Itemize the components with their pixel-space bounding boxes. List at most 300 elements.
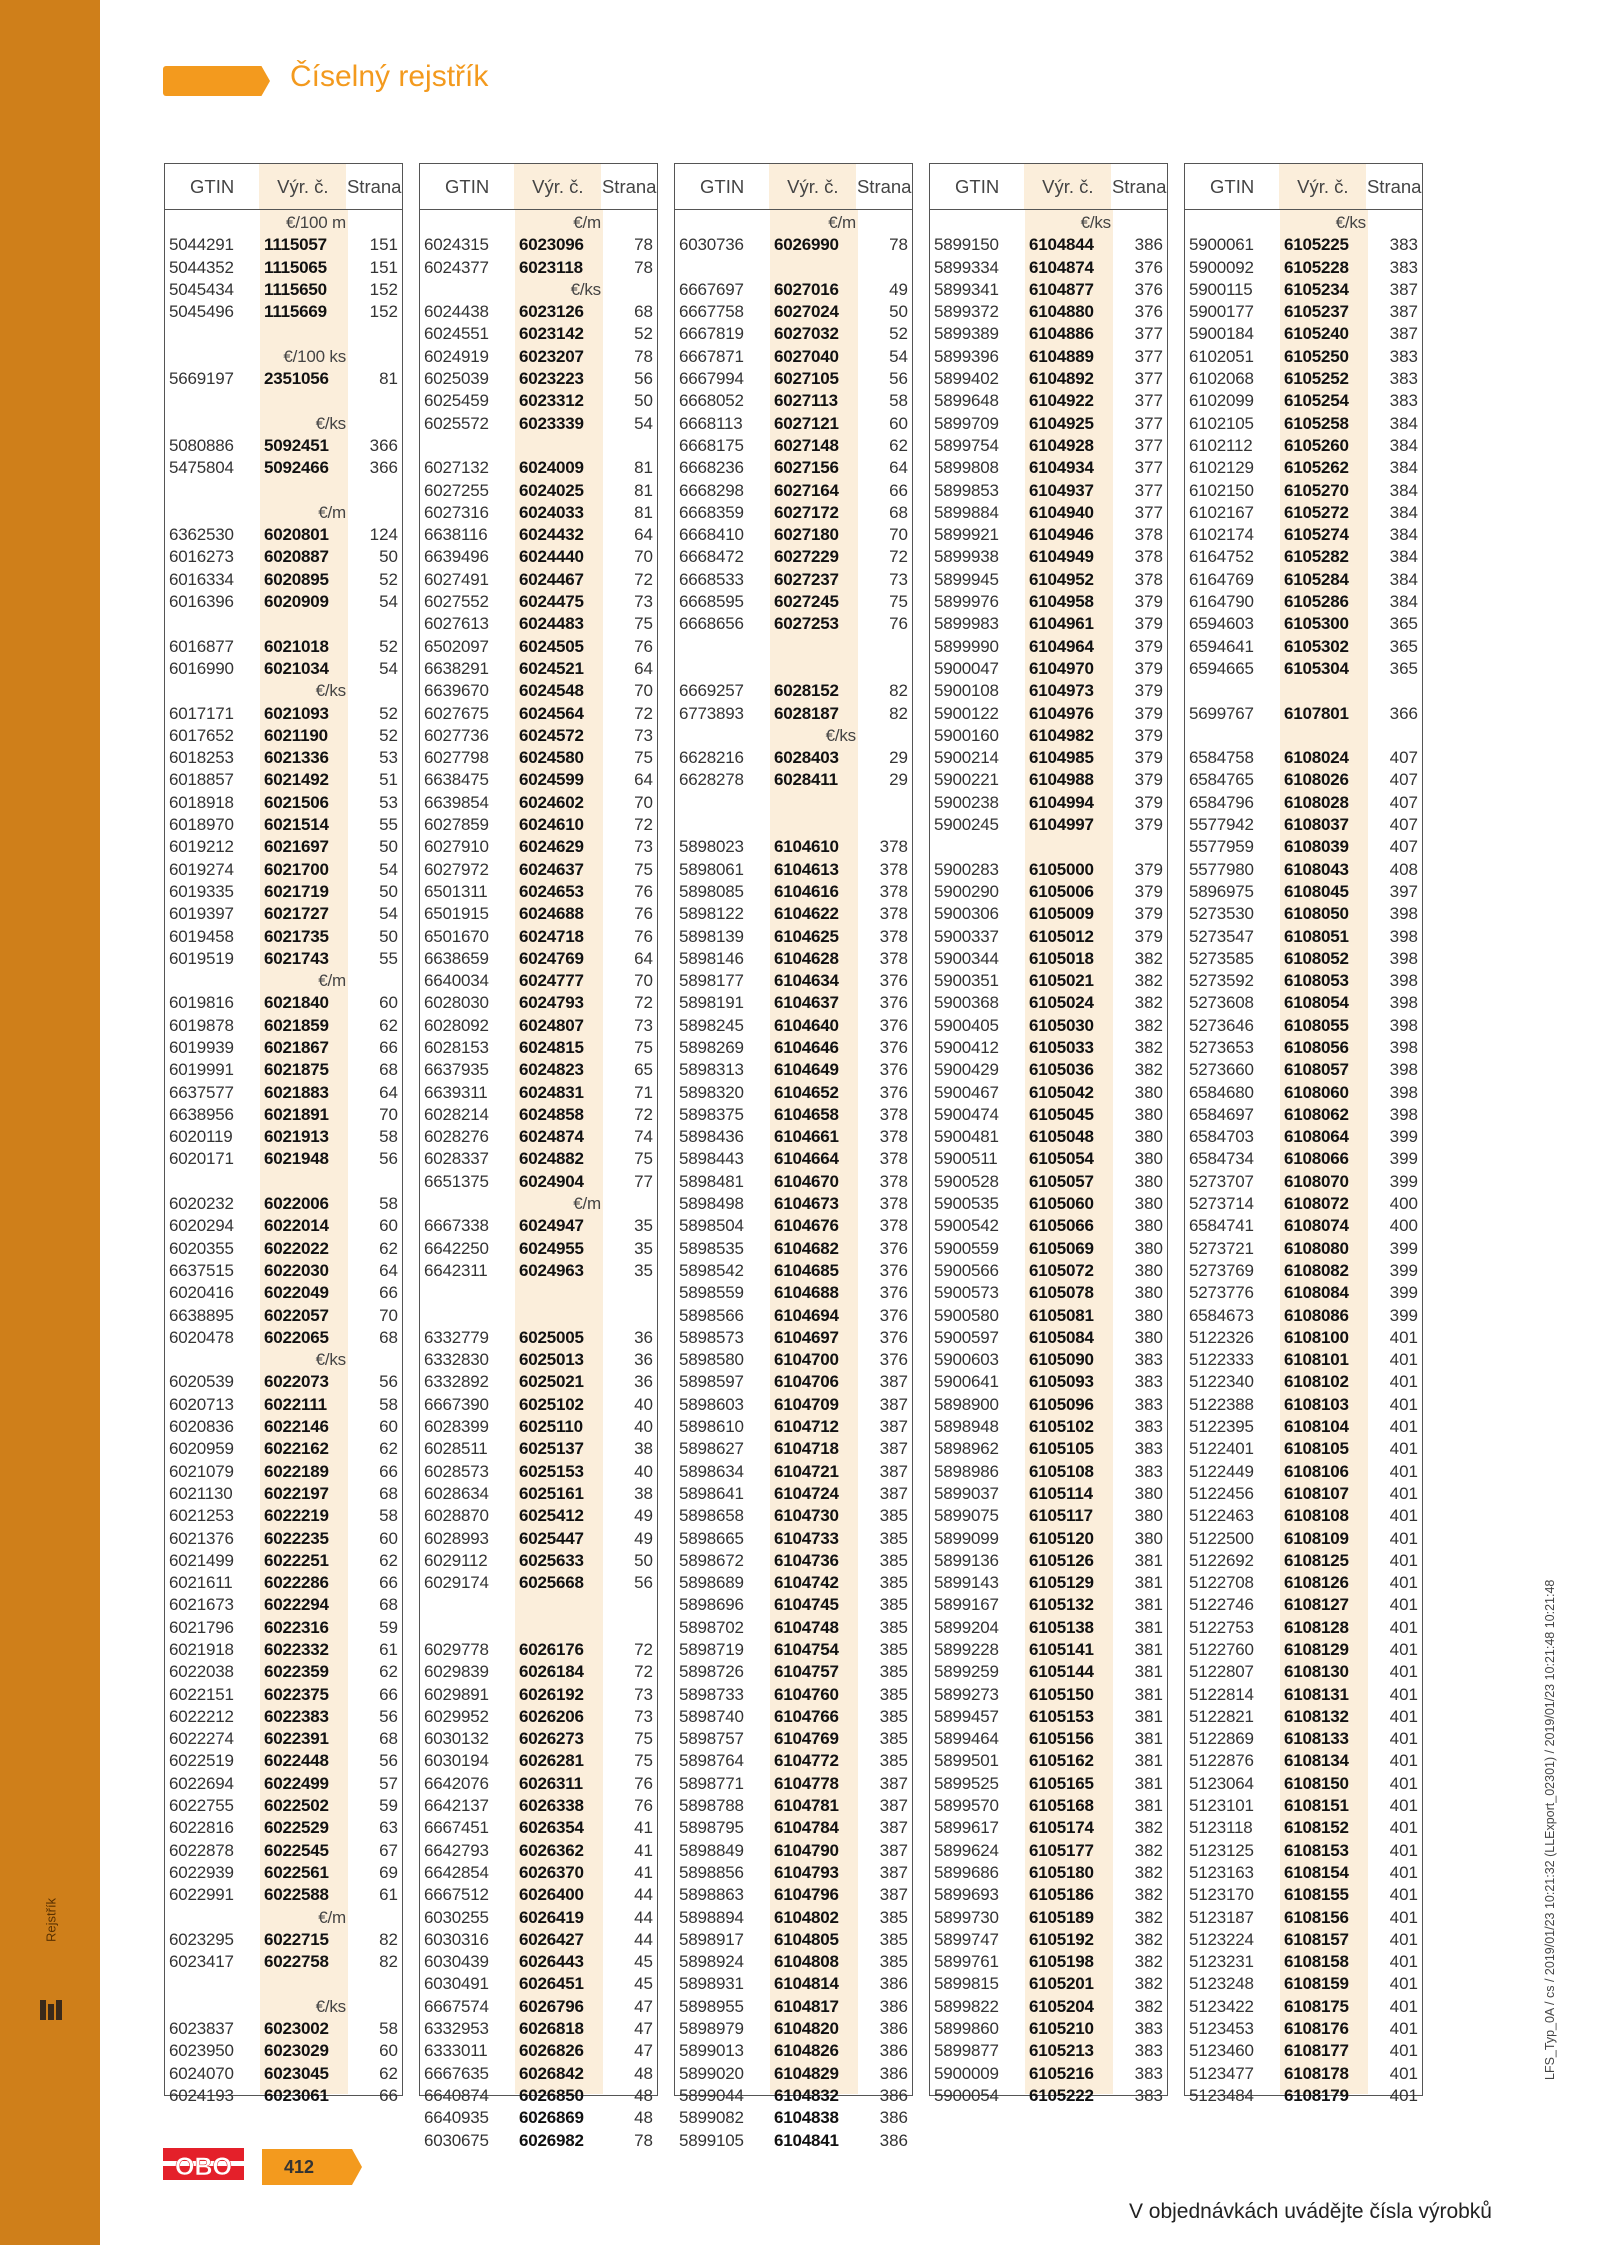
product-number: 6021190: [264, 725, 328, 745]
header-product-number: Výr. č.: [1024, 164, 1111, 209]
product-number: 6024874: [519, 1127, 584, 1147]
gtin-value: 6028573: [424, 1461, 489, 1481]
gtin-value: 5577959: [1189, 837, 1254, 857]
table-row: [1185, 1817, 1421, 1839]
page-ref: 380: [1134, 1238, 1163, 1258]
product-number: 6104928: [1029, 435, 1094, 455]
product-number: 6108057: [1284, 1060, 1349, 1080]
gtin-value: 5123187: [1189, 1907, 1254, 1927]
gtin-value: 6667819: [679, 324, 744, 344]
table-row: [675, 234, 911, 256]
gtin-value: 5898955: [679, 1996, 744, 2016]
gtin-value: 6021796: [169, 1617, 234, 1637]
page-ref: 64: [379, 1260, 398, 1280]
page-ref: 376: [879, 1283, 908, 1303]
page-ref: 381: [1134, 1550, 1163, 1570]
gtin-value: 6019991: [169, 1060, 234, 1080]
table-row: [1185, 279, 1421, 301]
gtin-value: 5123477: [1189, 2063, 1254, 2083]
product-number: 6026443: [519, 1952, 584, 1972]
table-row: [165, 257, 401, 279]
unit-label: €/m: [828, 213, 856, 232]
product-number: 6108154: [1284, 1862, 1349, 1882]
gtin-value: 5899341: [934, 279, 999, 299]
product-number: 6105240: [1284, 324, 1349, 344]
table-row: [675, 1862, 911, 1884]
unit-label: €/m: [573, 213, 601, 232]
table-row: [165, 1572, 401, 1594]
gtin-value: 5122760: [1189, 1640, 1254, 1659]
gtin-value: 5898641: [679, 1483, 744, 1503]
table-row: [420, 1037, 656, 1059]
product-number: 6022235: [264, 1528, 329, 1548]
product-number: 6104820: [774, 2019, 839, 2039]
table-row: [675, 1528, 911, 1550]
table-row: [930, 346, 1166, 368]
gtin-value: 5898610: [679, 1417, 744, 1437]
table-row: [675, 1684, 911, 1706]
product-number: 6024963: [519, 1260, 584, 1280]
product-number: 6022286: [264, 1573, 329, 1593]
product-number: 6027113: [774, 391, 838, 411]
table-row: [675, 413, 911, 435]
table-row: [1185, 970, 1421, 992]
product-number: 6021018: [264, 636, 329, 656]
table-row: [930, 970, 1166, 992]
product-number: 6108157: [1284, 1929, 1349, 1949]
gtin-value: 6638116: [424, 525, 488, 545]
product-number: 6104634: [774, 971, 839, 991]
page-ref: 401: [1389, 1996, 1418, 2016]
page-ref: 50: [889, 302, 908, 322]
table-row: [165, 1639, 401, 1661]
product-number: 6108054: [1284, 993, 1349, 1013]
table-row: [420, 836, 656, 858]
product-number: 6023223: [519, 369, 584, 389]
gtin-value: 6667635: [424, 2063, 489, 2083]
page-ref: 57: [379, 1773, 398, 1793]
product-number: 6104766: [774, 1706, 839, 1726]
page-ref: 82: [889, 681, 908, 701]
product-number: 6104949: [1029, 547, 1094, 567]
page-ref: 381: [1134, 1796, 1163, 1816]
gtin-value: 5899877: [934, 2041, 999, 2061]
product-number: 6024564: [519, 703, 584, 723]
table-row: [420, 457, 656, 479]
product-number: 6105108: [1029, 1461, 1094, 1481]
page-ref: 380: [1134, 1127, 1163, 1147]
table-row: [675, 1394, 911, 1416]
gtin-value: 6594603: [1189, 614, 1254, 634]
page-ref: 381: [1134, 1573, 1163, 1593]
gtin-value: 6022694: [169, 1773, 234, 1793]
product-number: 6027148: [774, 435, 839, 455]
product-number: 6023339: [519, 413, 584, 433]
gtin-value: 6584703: [1189, 1127, 1254, 1147]
product-number: 6108100: [1284, 1327, 1349, 1347]
product-number: 6104964: [1029, 636, 1094, 656]
unit-row: [165, 346, 401, 368]
product-number: 6022359: [264, 1662, 329, 1682]
product-number: 6026281: [519, 1751, 584, 1771]
table-row: [930, 2040, 1166, 2062]
table-row: [165, 881, 401, 903]
gtin-value: 5899853: [934, 480, 999, 500]
gtin-value: 5123484: [1189, 2085, 1254, 2105]
product-number: 6108045: [1284, 881, 1349, 901]
product-number: 6104769: [774, 1729, 839, 1749]
product-number: 6108133: [1284, 1729, 1349, 1749]
product-number: 6105048: [1029, 1127, 1094, 1147]
product-number: 6105213: [1029, 2041, 1094, 2061]
page-ref: 399: [1389, 1238, 1418, 1258]
unit-label: €/100 ks: [283, 346, 346, 366]
page-ref: 382: [1134, 1929, 1163, 1949]
gtin-value: 6028092: [424, 1015, 489, 1035]
page-ref: 381: [1134, 1640, 1163, 1659]
gtin-value: 5898733: [679, 1684, 744, 1704]
table-row: [165, 1929, 401, 1951]
product-number: 6027016: [774, 279, 839, 299]
page-ref: 382: [1134, 1840, 1163, 1860]
table-row: [1185, 1104, 1421, 1126]
gtin-value: 5898771: [679, 1773, 744, 1793]
table-row: [675, 502, 911, 524]
page-ref: 398: [1389, 948, 1418, 968]
product-number: 6108152: [1284, 1818, 1349, 1838]
table-row: [420, 480, 656, 502]
page-ref: 401: [1389, 1394, 1418, 1414]
product-number: 6021883: [264, 1082, 329, 1102]
header-product-number: Výr. č.: [514, 164, 601, 209]
gtin-value: 6020171: [169, 1149, 234, 1169]
page-ref: 365: [1389, 636, 1418, 656]
product-number: 6105262: [1284, 458, 1349, 478]
page-ref: 29: [889, 770, 908, 790]
gtin-value: 6584741: [1189, 1216, 1254, 1236]
product-number: 6105201: [1029, 1974, 1094, 1994]
gtin-value: 6022274: [169, 1729, 234, 1749]
product-number: 6105274: [1284, 525, 1349, 545]
gtin-value: 6029891: [424, 1684, 489, 1704]
gtin-value: 5896975: [1189, 881, 1254, 901]
header-product-number: Výr. č.: [1279, 164, 1366, 209]
obo-logo-text: OBO: [175, 2153, 232, 2180]
gtin-value: 6016396: [169, 592, 234, 612]
product-number: 6105189: [1029, 1907, 1094, 1927]
product-number: 6105302: [1284, 636, 1349, 656]
gtin-value: 6640034: [424, 971, 489, 991]
product-number: 6108062: [1284, 1104, 1349, 1124]
page-ref: 387: [879, 1862, 908, 1882]
gtin-value: 6668236: [679, 458, 744, 478]
page-ref: 379: [1134, 748, 1163, 768]
product-number: 6027172: [774, 502, 839, 522]
gtin-value: 6028030: [424, 993, 489, 1013]
page-ref: 379: [1134, 815, 1163, 835]
gtin-value: 5899983: [934, 614, 999, 634]
table-row: [930, 1862, 1166, 1884]
page-ref: 380: [1134, 1104, 1163, 1124]
unit-row: [165, 970, 401, 992]
unit-row: [165, 1907, 401, 1929]
table-row: [420, 1126, 656, 1148]
gtin-value: 6024551: [424, 324, 489, 344]
product-number: 6107801: [1284, 703, 1349, 723]
gtin-value: 6021499: [169, 1550, 234, 1570]
gtin-value: 6027316: [424, 502, 489, 522]
gtin-value: 5900511: [934, 1149, 998, 1169]
product-number: 6021336: [264, 748, 329, 768]
page-ref: 380: [1134, 1305, 1163, 1325]
gtin-value: 5899389: [934, 324, 999, 344]
gtin-value: 6102167: [1189, 502, 1254, 522]
page-ref: 382: [1134, 1952, 1163, 1972]
product-number: 6105252: [1284, 369, 1349, 389]
gtin-value: 5044291: [169, 235, 234, 255]
table-row: [675, 1438, 911, 1460]
product-number: 6105018: [1029, 948, 1094, 968]
gtin-value: 5899037: [934, 1483, 999, 1503]
table-row: [1185, 1773, 1421, 1795]
product-number: 6104757: [774, 1662, 839, 1682]
page-ref: 378: [879, 837, 908, 857]
index-column-2: [419, 163, 658, 2150]
product-number: 6023207: [519, 346, 584, 366]
table-row: [675, 2085, 911, 2107]
product-number: 6104874: [1029, 257, 1094, 277]
table-row: [1185, 1505, 1421, 1527]
product-number: 6022111: [264, 1394, 327, 1414]
product-number: 6108106: [1284, 1461, 1349, 1481]
page-ref: 378: [879, 1171, 908, 1191]
table-row: [675, 1505, 911, 1527]
table-row: [1185, 591, 1421, 613]
unit-row: [165, 680, 401, 702]
table-row: [420, 970, 656, 992]
product-number: 6022189: [264, 1461, 329, 1481]
page-ref: 376: [879, 1305, 908, 1325]
product-number: 6026451: [519, 1974, 584, 1994]
page-ref: 401: [1389, 1907, 1418, 1927]
table-row: [165, 1817, 401, 1839]
page-ref: 377: [1134, 346, 1163, 366]
product-number: 6024025: [519, 480, 584, 500]
spacer-row: [675, 792, 911, 814]
index-column-1: [164, 163, 403, 2105]
gtin-value: 5898122: [679, 904, 744, 924]
product-number: 6022448: [264, 1751, 329, 1771]
table-row: [930, 2018, 1166, 2040]
gtin-value: 6637935: [424, 1060, 489, 1080]
gtin-value: 5080886: [169, 435, 234, 455]
gtin-value: 6021376: [169, 1528, 234, 1548]
gtin-value: 6029839: [424, 1662, 489, 1682]
page-ref: 383: [1389, 257, 1418, 277]
page-ref: 52: [379, 725, 398, 745]
page-ref: 82: [379, 1952, 398, 1972]
gtin-value: 6016334: [169, 569, 234, 589]
product-number: 6022316: [264, 1617, 329, 1637]
product-number: 6108101: [1284, 1350, 1349, 1370]
product-number: 1115669: [264, 302, 327, 322]
page-ref: 399: [1389, 1305, 1418, 1325]
page-ref: 81: [634, 480, 653, 500]
product-number: 6105084: [1029, 1327, 1094, 1347]
gtin-value: 5577942: [1189, 815, 1254, 835]
table-row: [165, 1750, 401, 1772]
table-row: [675, 2107, 911, 2129]
page-ref: 378: [879, 1194, 908, 1214]
product-number: 6027105: [774, 369, 839, 389]
gtin-value: 5122463: [1189, 1506, 1254, 1526]
page-ref: 56: [379, 1149, 398, 1169]
product-number: 6108055: [1284, 1015, 1349, 1035]
product-number: 6108104: [1284, 1417, 1349, 1437]
unit-row: [165, 502, 401, 524]
gtin-value: 6018970: [169, 815, 234, 835]
table-row: [930, 926, 1166, 948]
product-number: 6024688: [519, 904, 584, 924]
product-number: 6026419: [519, 1907, 584, 1927]
page-ref: 401: [1389, 1372, 1418, 1392]
spacer-row: [420, 1305, 656, 1327]
gtin-value: 6668410: [679, 525, 744, 545]
page-ref: 380: [1134, 1216, 1163, 1236]
product-number: 6104781: [774, 1796, 839, 1816]
table-row: [675, 1193, 911, 1215]
table-row: [930, 1193, 1166, 1215]
page-ref: 56: [379, 1372, 398, 1392]
table-row: [165, 234, 401, 256]
page-ref: 386: [879, 1974, 908, 1994]
gtin-value: 6024438: [424, 302, 489, 322]
product-number: 6023118: [519, 257, 583, 277]
table-row: [1185, 881, 1421, 903]
gtin-value: 5899136: [934, 1550, 999, 1570]
product-number: 6024602: [519, 792, 584, 812]
table-row: [930, 1728, 1166, 1750]
gtin-value: 6028153: [424, 1037, 489, 1057]
page-ref: 401: [1389, 1729, 1418, 1749]
page-ref: 377: [1134, 480, 1163, 500]
gtin-value: 5898672: [679, 1550, 744, 1570]
page-ref: 387: [1389, 302, 1418, 322]
product-number: 6105033: [1029, 1037, 1094, 1057]
table-row: [1185, 323, 1421, 345]
table-row: [930, 413, 1166, 435]
table-row: [1185, 1193, 1421, 1215]
table-row: [675, 613, 911, 635]
product-number: 6104733: [774, 1528, 839, 1548]
gtin-value: 5273547: [1189, 926, 1254, 946]
table-row: [1185, 1550, 1421, 1572]
page-ref: 49: [634, 1506, 653, 1526]
table-row: [675, 1104, 911, 1126]
page-ref: 40: [634, 1394, 653, 1414]
table-row: [930, 814, 1166, 836]
gtin-value: 6642250: [424, 1238, 489, 1258]
table-row: [165, 1862, 401, 1884]
table-row: [1185, 859, 1421, 881]
page-ref: 407: [1389, 792, 1418, 812]
table-row: [1185, 1416, 1421, 1438]
product-number: 6024955: [519, 1238, 584, 1258]
page-ref: 35: [634, 1216, 653, 1236]
gtin-value: 6020713: [169, 1394, 234, 1414]
product-number: 6021891: [264, 1104, 329, 1124]
page-ref: 387: [879, 1885, 908, 1905]
gtin-value: 6022151: [169, 1684, 234, 1704]
table-row: [165, 903, 401, 925]
product-number: 6104958: [1029, 592, 1094, 612]
page-ref: 379: [1134, 881, 1163, 901]
table-row: [1185, 1171, 1421, 1193]
table-row: [930, 1795, 1166, 1817]
table-row: [165, 658, 401, 680]
table-row: [675, 1148, 911, 1170]
product-number: 6025102: [519, 1394, 584, 1414]
page-ref: 77: [634, 1171, 653, 1191]
page-ref: 382: [1134, 1015, 1163, 1035]
table-row: [1185, 636, 1421, 658]
table-row: [420, 546, 656, 568]
page-ref: 387: [879, 1417, 908, 1437]
gtin-value: 5898269: [679, 1037, 744, 1057]
page-ref: 387: [879, 1818, 908, 1838]
product-number: 6025412: [519, 1506, 584, 1526]
gtin-value: 6023950: [169, 2041, 234, 2061]
spacer-row: [165, 390, 401, 412]
table-row: [1185, 1996, 1421, 2018]
product-number: 6108043: [1284, 859, 1349, 879]
table-row: [930, 2085, 1166, 2107]
gtin-value: 5899754: [934, 435, 999, 455]
table-row: [1185, 1371, 1421, 1393]
product-number: 6108053: [1284, 971, 1349, 991]
product-number: 6104973: [1029, 681, 1094, 701]
table-row: [930, 1416, 1166, 1438]
page-ref: 385: [879, 1907, 908, 1927]
table-row: [420, 1461, 656, 1483]
table-row: [1185, 2085, 1421, 2107]
table-row: [165, 859, 401, 881]
page-ref: 383: [1134, 1417, 1163, 1437]
page-ref: 382: [1134, 1885, 1163, 1905]
table-row: [1185, 1594, 1421, 1616]
gtin-value: 5899457: [934, 1706, 999, 1726]
gtin-value: 6642076: [424, 1773, 489, 1793]
page-ref: 36: [634, 1350, 653, 1370]
page-ref: 381: [1134, 1595, 1163, 1615]
gtin-value: 6102129: [1189, 458, 1254, 478]
page-ref: 386: [1134, 235, 1163, 255]
unit-label: €/ks: [1080, 213, 1111, 232]
table-row: [165, 792, 401, 814]
table-row: [675, 480, 911, 502]
table-row: [1185, 1929, 1421, 1951]
product-number: 6023142: [519, 324, 584, 344]
gtin-value: 6638659: [424, 948, 489, 968]
product-number: 6022502: [264, 1796, 329, 1816]
table-row: [930, 1550, 1166, 1572]
table-row: [930, 747, 1166, 769]
table-row: [675, 948, 911, 970]
gtin-value: 6637577: [169, 1082, 234, 1102]
page-ref: 376: [879, 1082, 908, 1102]
page-ref: 72: [634, 1104, 653, 1124]
table-row: [165, 1795, 401, 1817]
